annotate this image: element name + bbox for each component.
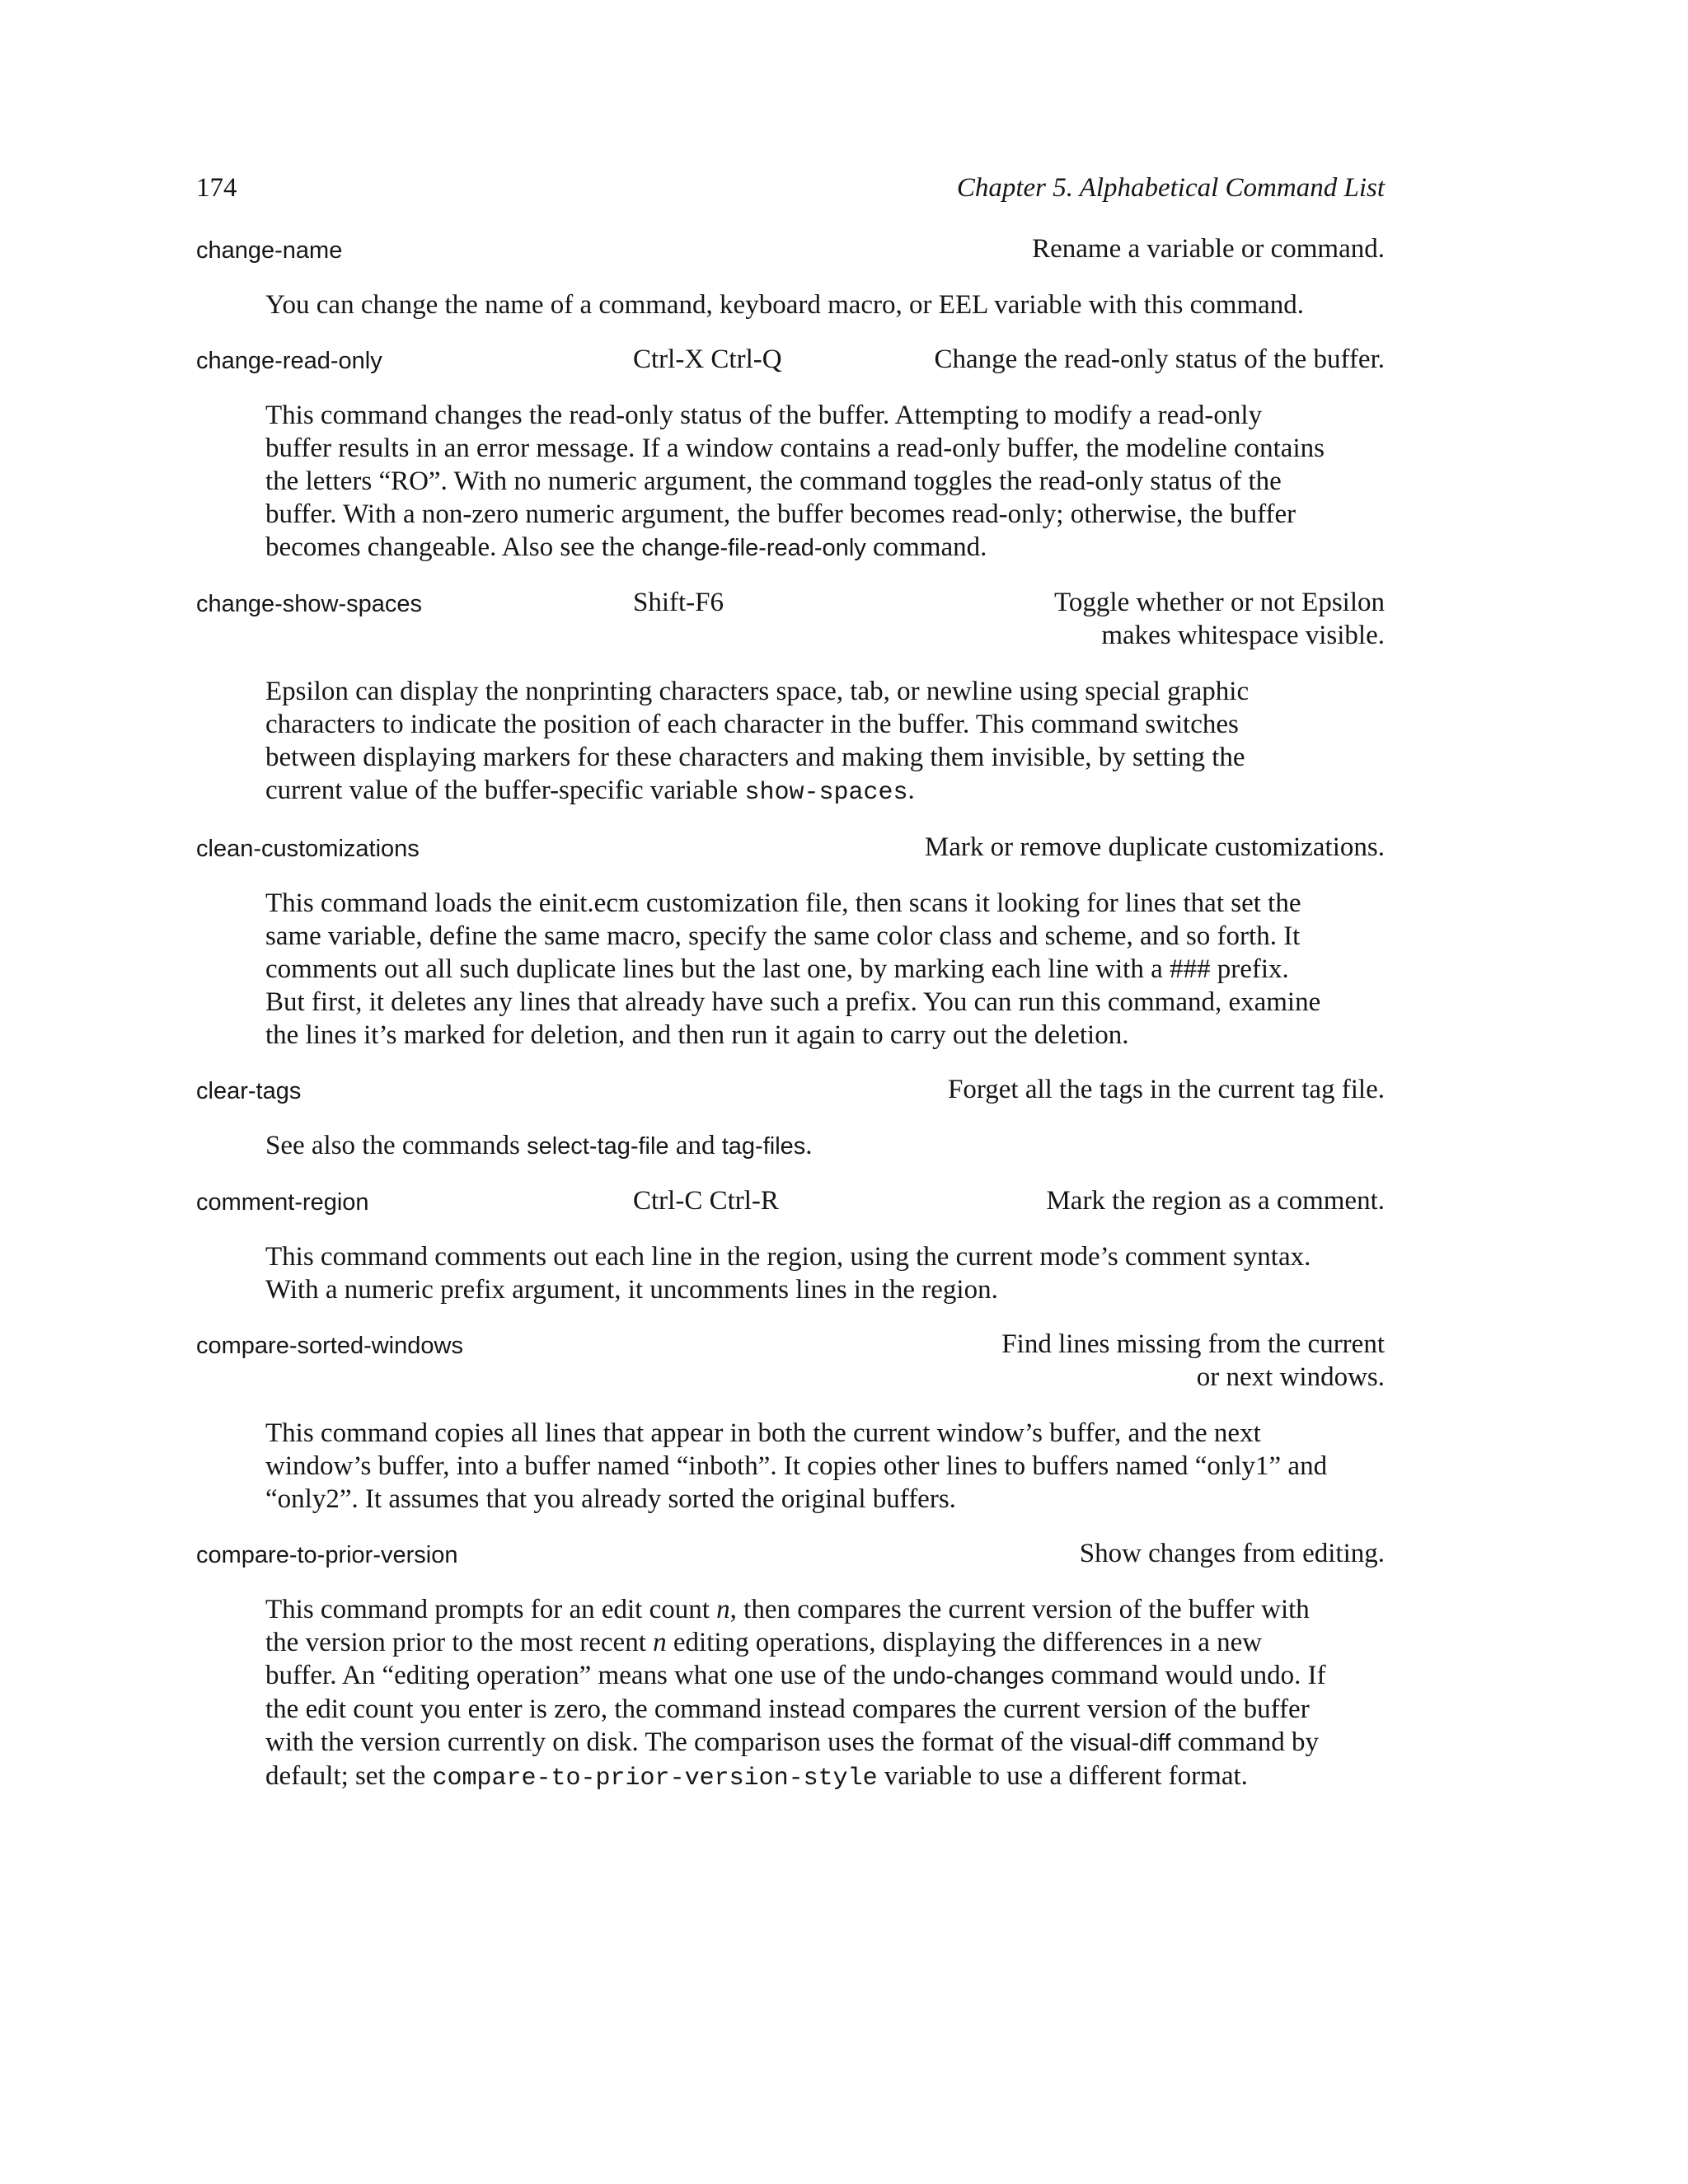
variable-name: compare-to-prior-version-style bbox=[432, 1765, 878, 1793]
command-entry bbox=[196, 1073, 1385, 1163]
command-description: Epsilon can display the nonprinting characters space, tab, or newline using special graphic characters to indicate the position of each character in the buffer. This command switches between displaying markers for these characters and making them invisible, by setting the current value of the buffer-specific variable show-spaces. bbox=[265, 677, 1250, 807]
command-summary: Find lines missing from the current or next windows. bbox=[1001, 1329, 1385, 1392]
entry-heading bbox=[196, 586, 1385, 652]
command-description: This command comments out each line in the region, using the current mode’s comment syntax. With a numeric prefix argument, it uncomments lines in the region. bbox=[265, 1242, 1311, 1305]
key-binding: Shift-F6 bbox=[633, 588, 724, 617]
page-number: 174 bbox=[196, 173, 237, 203]
command-entry bbox=[196, 232, 1385, 321]
command-name: change-show-spaces bbox=[196, 591, 423, 617]
command-summary: Forget all the tags in the current tag file. bbox=[948, 1075, 1385, 1104]
command-description: You can change the name of a command, keyboard macro, or EEL variable with this command. bbox=[265, 290, 1305, 320]
entry-heading bbox=[196, 343, 1385, 376]
command-summary: Toggle whether or not Epsilon makes whitespace visible. bbox=[1054, 588, 1385, 650]
command-summary: Show changes from editing. bbox=[1079, 1539, 1385, 1568]
command-summary: Change the read-only status of the buffer. bbox=[934, 344, 1385, 374]
variable-name: show-spaces bbox=[744, 779, 908, 807]
command-reference: undo-changes bbox=[892, 1663, 1044, 1690]
document-page bbox=[196, 165, 1385, 1795]
command-name: change-name bbox=[196, 237, 343, 264]
math-variable: n bbox=[716, 1595, 730, 1624]
command-entry bbox=[196, 343, 1385, 565]
command-entry bbox=[196, 586, 1385, 809]
command-reference: select-tag-file bbox=[527, 1133, 669, 1160]
command-description: This command copies all lines that appear in both the current window’s buffer, and the next window’s buffer, into a buffer named “inboth”. It copies other lines to buffers named “only1” and “only2”. It assumes that you already sorted the original buffers. bbox=[265, 1418, 1328, 1514]
command-name: clean-customizations bbox=[196, 836, 420, 862]
running-head bbox=[196, 165, 1385, 211]
command-name: compare-sorted-windows bbox=[196, 1333, 463, 1359]
command-entry bbox=[196, 1328, 1385, 1516]
command-entry bbox=[196, 831, 1385, 1052]
command-summary: Rename a variable or command. bbox=[1032, 234, 1385, 264]
math-variable: n bbox=[653, 1628, 667, 1657]
command-description: This command loads the einit.ecm customization file, then scans it looking for lines that set the same variable, define the same macro, specify the same color class and scheme, and so forth. It comments out all such duplicate lines but the last one, by marking each line with a ### prefix. But first, it deletes any lines that already have such a prefix. You can run this command, examine the lines it’s marked for deletion, and then run it again to carry out the deletion. bbox=[265, 888, 1321, 1050]
key-binding: Ctrl-X Ctrl-Q bbox=[633, 344, 782, 374]
command-reference: change-file-read-only bbox=[641, 535, 866, 561]
chapter-title: Chapter 5. Alphabetical Command List bbox=[956, 173, 1385, 203]
entry-heading bbox=[196, 831, 1385, 864]
command-name: comment-region bbox=[196, 1189, 369, 1216]
command-description: See also the commands select-tag-file and tag-files. bbox=[265, 1131, 813, 1160]
command-summary: Mark the region as a comment. bbox=[1046, 1186, 1385, 1216]
command-entry bbox=[196, 1537, 1385, 1795]
command-description: This command changes the read-only status of the buffer. Attempting to modify a read-only buffer results in an error message. If a window contains a read-only buffer, the modeline contains the letters “RO”. With no numeric argument, the command toggles the read-only status of the buffer. With a non-zero numeric argument, the buffer becomes read-only; otherwise, the buffer becomes changeable. Also see the change-file-read-only command. bbox=[265, 401, 1325, 562]
entry-heading bbox=[196, 232, 1385, 265]
command-summary: Mark or remove duplicate customizations. bbox=[924, 832, 1385, 862]
command-name: clear-tags bbox=[196, 1078, 302, 1104]
entry-heading bbox=[196, 1184, 1385, 1217]
command-reference: tag-files bbox=[721, 1133, 806, 1160]
entry-heading bbox=[196, 1537, 1385, 1570]
command-name: compare-to-prior-version bbox=[196, 1542, 458, 1568]
command-description: This command prompts for an edit count n, then compares the current version of the buffer with the version prior to the most recent n editing operations, displaying the differences in a new buffer. An “editing operation” means what one use of the undo-changes command would undo. If the edit count you enter is zero, the command instead compares the current version of the buffer with the version currently on disk. The comparison uses the format of the visual-diff command by default; set the compare-to-prior-version-style variable to use a different format. bbox=[265, 1595, 1326, 1793]
command-name: change-read-only bbox=[196, 348, 382, 374]
entry-heading bbox=[196, 1073, 1385, 1106]
entry-heading bbox=[196, 1328, 1385, 1394]
key-binding: Ctrl-C Ctrl-R bbox=[633, 1186, 779, 1216]
command-entry bbox=[196, 1184, 1385, 1306]
command-reference: visual-diff bbox=[1070, 1730, 1171, 1756]
